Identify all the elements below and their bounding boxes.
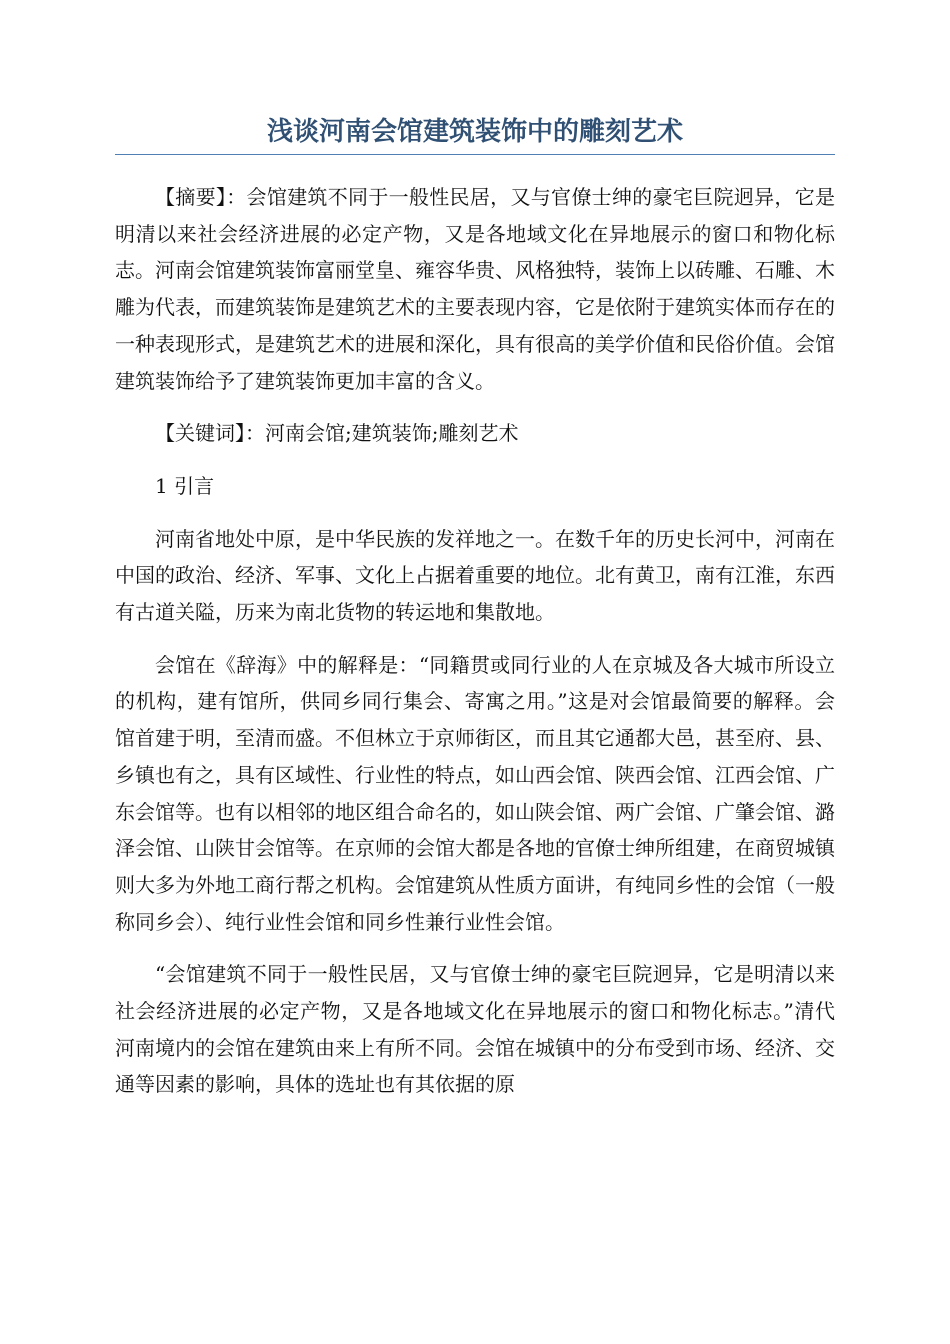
body-paragraph: 会馆在《辞海》中的解释是：“同籍贯或同行业的人在京城及各大城市所设立的机构，建有馆所，供同乡同行集会、寄寓之用。”这是对会馆最简要的解释。会馆首建于明，至清而盛。不但林立于京师街区，而且其它通都大邑，甚至府、县、乡镇也有之，具有区域性、行业性的特点，如山西会馆、陕西会馆、江西会馆、广东会馆等。也有以相邻的地区组合命名的，如山陕会馆、两广会馆、广肇会馆、潞泽会馆、山陕甘会馆等。在京师的会馆大都是各地的官僚士绅所组建，在商贸城镇则大多为外地工商行帮之机构。会馆建筑从性质方面讲，有纯同乡性的会馆（一般称同乡会）、纯行业性会馆和同乡性兼行业性会馆。	[115, 652, 835, 934]
document-page	[115, 110, 835, 1103]
document-title: 浅谈河南会馆建筑装饰中的雕刻艺术	[115, 110, 835, 155]
section-heading-introduction: 1 引言	[155, 473, 215, 498]
keywords-paragraph: 【关键词】：河南会馆;建筑装饰;雕刻艺术	[155, 421, 519, 446]
abstract-paragraph: 【摘要】：会馆建筑不同于一般性民居，又与官僚士绅的豪宅巨院迥异，它是明清以来社会经济进展的必定产物，又是各地域文化在异地展示的窗口和物化标志。河南会馆建筑装饰富丽堂皇、雍容华贵、风格独特，装饰上以砖雕、石雕、木雕为代表，而建筑装饰是建筑艺术的主要表现内容，它是依附于建筑实体而存在的一种表现形式，是建筑艺术的进展和深化，具有很高的美学价值和民俗价值。会馆建筑装饰给予了建筑装饰更加丰富的含义。	[115, 185, 835, 393]
body-paragraph: 河南省地处中原，是中华民族的发祥地之一。在数千年的历史长河中，河南在中国的政治、经济、军事、文化上占据着重要的地位。北有黄卫，南有江淮，东西有古道关隘，历来为南北货物的转运地和集散地。	[115, 526, 835, 625]
body-paragraph: “会馆建筑不同于一般性民居，又与官僚士绅的豪宅巨院迥异，它是明清以来社会经济进展的必定产物，又是各地域文化在异地展示的窗口和物化标志。”清代河南境内的会馆在建筑由来上有所不同。会馆在城镇中的分布受到市场、经济、交通等因素的影响，具体的选址也有其依据的原	[115, 962, 835, 1097]
